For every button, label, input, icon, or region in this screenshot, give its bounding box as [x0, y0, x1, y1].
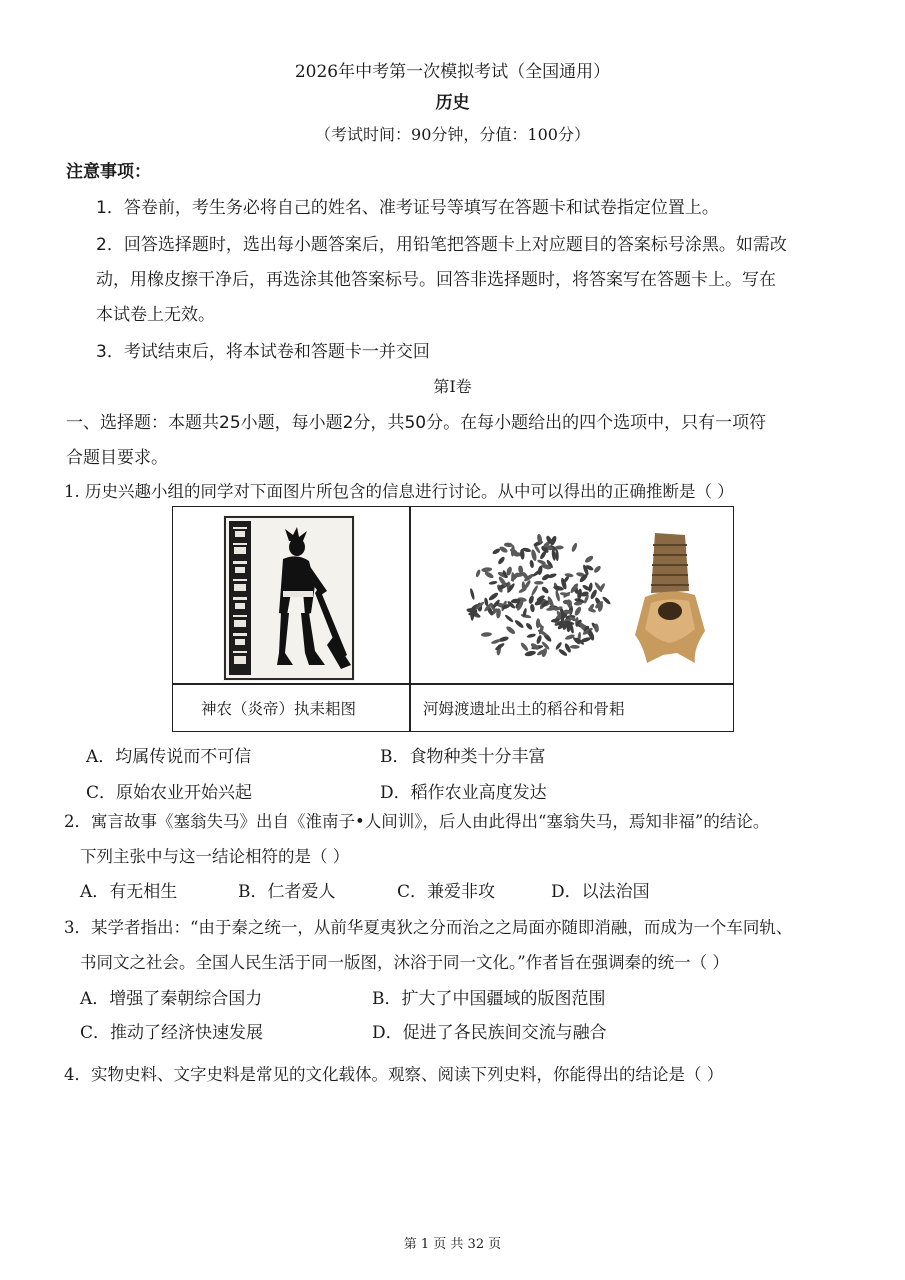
rice-grain: [481, 567, 492, 573]
right-image-caption: 河姆渡遗址出土的稻谷和骨耜: [423, 700, 625, 718]
question-3-option-c: C．推动了经济快速发展: [80, 1023, 264, 1043]
table-divider-horizontal: [173, 683, 733, 685]
rice-grain: [505, 625, 516, 635]
rice-grain: [526, 633, 536, 639]
rice-grain: [524, 650, 536, 657]
rice-grain: [564, 573, 573, 578]
rice-grain: [573, 606, 582, 617]
bone-spade-image: [633, 531, 707, 665]
rice-grain: [469, 588, 475, 600]
question-3-option-a: A．增强了秦朝综合国力: [80, 989, 263, 1009]
volume-heading: 第Ⅰ卷: [433, 377, 472, 396]
question-1-stem: 1. 历史兴趣小组的同学对下面图片所包含的信息进行讨论。从中可以得出的正确推断是（ ）: [64, 482, 734, 501]
rice-grain: [541, 585, 550, 594]
subject-title: 历史: [435, 93, 470, 113]
rice-grain: [571, 542, 579, 552]
rice-grain: [504, 614, 514, 623]
question-3-stem-line-1: 3．某学者指出：“由于秦之统一，从前华夏夷狄之分而治之之局面亦随即消融，而成为一个车同轨、: [64, 918, 793, 937]
question-1-option-d: D．稻作农业高度发达: [380, 783, 547, 803]
page-footer: 第 1 页 共 32 页: [403, 1237, 502, 1252]
notice-item-3: 3．考试结束后，将本试卷和答题卡一并交回: [96, 342, 430, 362]
question-1-option-b: B．食物种类十分丰富: [380, 747, 546, 767]
rice-grain: [488, 580, 497, 585]
notice-item-2-line-2: 动，用橡皮擦干净后，再选涂其他答案标号。回答非选择题时，将答案写在答题卡上。写在: [96, 270, 776, 290]
rice-grain: [530, 585, 539, 597]
rice-grain: [520, 642, 530, 652]
rice-grains-image: [459, 529, 617, 669]
question-3-option-d: D．促进了各民族间交流与融合: [372, 1023, 607, 1043]
rice-grain: [551, 549, 556, 561]
rice-grain: [555, 590, 561, 602]
notice-item-2-line-3: 本试卷上无效。: [96, 305, 215, 325]
rice-grain: [514, 619, 525, 629]
rice-grain: [536, 634, 543, 644]
rice-grain: [529, 560, 534, 569]
rice-grain: [555, 641, 563, 650]
rice-grain: [593, 565, 602, 574]
rice-grain: [475, 569, 481, 578]
notice-item-2-line-1: 2．回答选择题时，选出每小题答案后，用铅笔把答题卡上对应题目的答案标号涂黑。如需改: [96, 235, 787, 255]
question-1-option-c: C．原始农业开始兴起: [86, 783, 253, 803]
rice-grain: [534, 581, 544, 585]
rice-grain: [484, 597, 489, 606]
rice-grain: [530, 549, 537, 562]
rice-grain: [481, 632, 492, 637]
question-1-option-a: A．均属传说而不可信: [86, 747, 252, 767]
rice-grain: [520, 613, 531, 619]
notice-heading: 注意事项：: [66, 162, 151, 182]
question-2-option-c: C．兼爱非攻: [397, 882, 496, 902]
question-2-stem-line-2: 下列主张中与这一结论相符的是（ ）: [80, 847, 350, 866]
question-2-stem-line-1: 2．寓言故事《塞翁失马》出自《淮南子•人间训》，后人由此得出“塞翁失马，焉知非福”的结论。: [64, 812, 770, 831]
question-4-stem: 4．实物史料、文字史料是常见的文化载体。观察、阅读下列史料，你能得出的结论是（ ）: [64, 1065, 724, 1084]
section-heading-line-2: 合题目要求。: [66, 448, 168, 468]
rice-grain: [584, 554, 595, 564]
rice-grain: [504, 542, 513, 547]
rice-grain: [570, 645, 580, 649]
exam-info: （考试时间：90分钟，分值：100分）: [315, 125, 590, 144]
rice-grain: [530, 604, 535, 613]
left-image-caption: 神农（炎帝）执耒耜图: [201, 700, 357, 718]
shennong-rubbing-image: [223, 515, 355, 681]
rice-grain: [498, 636, 509, 643]
question-1-figure-table: [172, 506, 734, 732]
rice-grain: [525, 622, 533, 631]
exam-title: 2026年中考第一次模拟考试（全国通用）: [294, 62, 611, 82]
section-heading-line-1: 一、选择题：本题共25小题，每小题2分，共50分。在每小题给出的四个选项中，只有一项符: [66, 413, 767, 433]
question-3-stem-line-2: 书同文之社会。全国人民生活于同一版图，沐浴于同一文化。”作者旨在强调秦的统一（ ）: [80, 953, 729, 972]
question-2-option-d: D．以法治国: [551, 882, 650, 902]
rice-grain: [488, 591, 500, 601]
rice-grain: [555, 549, 559, 561]
rice-grain: [528, 595, 535, 605]
question-2-option-b: B．仁者爱人: [238, 882, 336, 902]
question-3-option-b: B．扩大了中国疆域的版图范围: [372, 989, 606, 1009]
rice-grain: [601, 596, 611, 606]
rice-grain: [588, 582, 593, 592]
question-2-option-a: A．有无相生: [80, 882, 178, 902]
rice-grain: [497, 556, 506, 566]
table-divider-vertical: [409, 507, 411, 731]
notice-item-1: 1．答卷前，考生务必将自己的姓名、准考证号等填写在答题卡和试卷指定位置上。: [96, 198, 719, 218]
